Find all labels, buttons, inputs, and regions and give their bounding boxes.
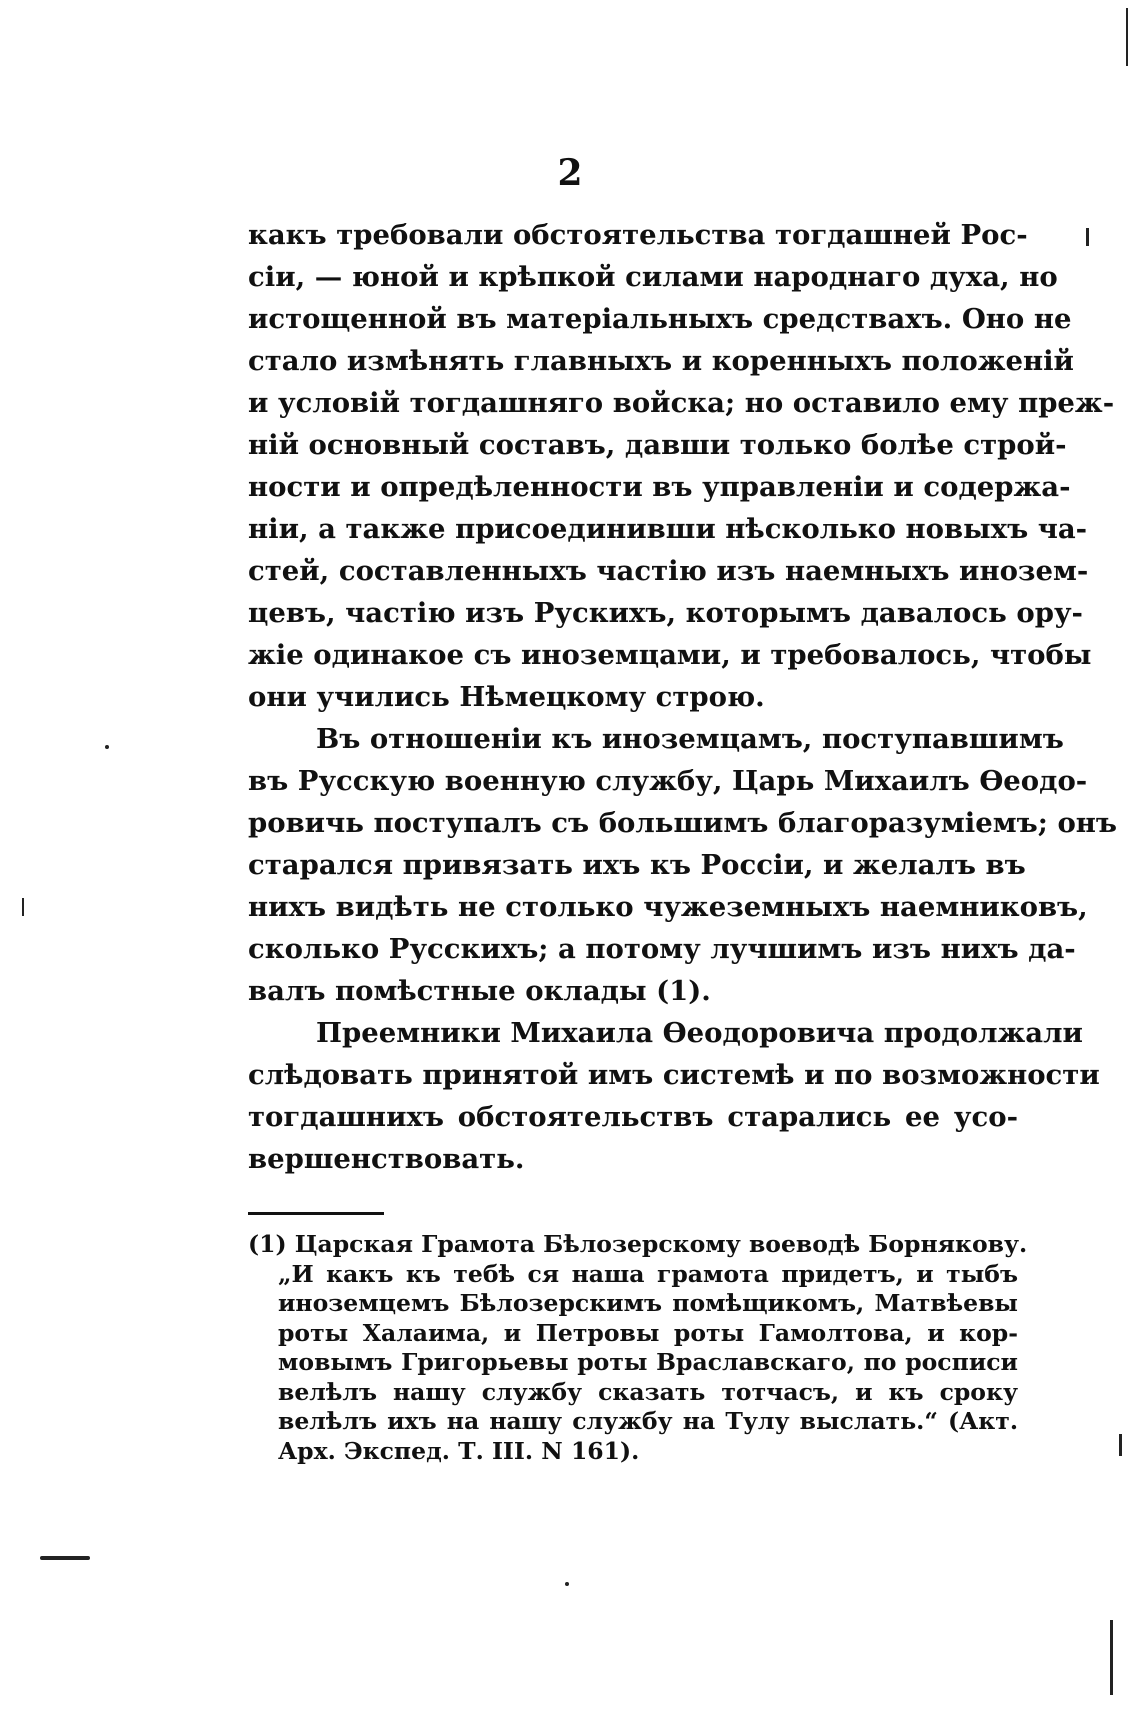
text-line: слѣдовать принятой имъ системѣ и по возможности (248, 1059, 1100, 1091)
footnote-line: иноземцемъ Бѣлозерскимъ помѣщикомъ, Матвѣевы (278, 1289, 1018, 1317)
text-line: ній основный составъ, давши только болѣе строй- (248, 429, 1067, 461)
text-line: ровичь поступалъ съ большимъ благоразуміемъ; онъ (248, 807, 1118, 839)
footnote-line: велѣлъ ихъ на нашу службу на Тулу выслать.“ (Акт. (278, 1407, 1018, 1435)
text-line: ности и опредѣленности въ управленіи и содержа- (248, 471, 1071, 503)
scan-mark (565, 1582, 569, 1586)
text-line: цевъ, частію изъ Рускихъ, которымъ давалось ору- (248, 597, 1083, 629)
text-line: и условій тогдашняго войска; но оставило ему преж- (248, 387, 1115, 419)
footnote-line: Арх. Экспед. Т. III. N 161). (278, 1436, 640, 1465)
scan-mark (1126, 8, 1128, 66)
scan-mark (1110, 1620, 1113, 1695)
text-line: старался привязать ихъ къ Россіи, и желалъ въ (248, 849, 1026, 881)
text-line: жіе одинакое съ иноземцами, и требовалось, чтобы (248, 639, 1092, 671)
scan-mark (22, 898, 24, 916)
text-line: ніи, а также присоединивши нѣсколько новыхъ ча- (248, 513, 1088, 545)
text-line: Въ отношеніи къ иноземцамъ, поступавшимъ (316, 723, 1064, 755)
text-line: валъ помѣстные оклады (1). (248, 975, 711, 1007)
scan-mark (1119, 1434, 1122, 1456)
text-line: какъ требовали обстоятельства тогдашней Рос- (248, 219, 1028, 251)
text-line: истощенной въ матеріальныхъ средствахъ. Оно не (248, 303, 1072, 335)
page-number: 2 (557, 152, 583, 194)
scan-mark (40, 1556, 90, 1560)
text-line: они учились Нѣмецкому строю. (248, 681, 765, 713)
scan-mark (105, 745, 109, 749)
text-line: въ Русскую военную службу, Царь Михаилъ Ѳеодо- (248, 765, 1088, 797)
footnote-line: (1) Царская Грамота Бѣлозерскому воеводѣ Борнякову. (248, 1230, 1028, 1258)
text-line: сіи, — юной и крѣпкой силами народнаго духа, но (248, 261, 1058, 293)
text-line: стало измѣнять главныхъ и коренныхъ положеній (248, 345, 1074, 377)
text-line: стей, составленныхъ частію изъ наемныхъ инозем- (248, 555, 1089, 587)
text-line: тогдашнихъ обстоятельствъ старались ее усо- (248, 1101, 1018, 1133)
footnote (248, 1230, 1028, 1466)
text-line: вершенствовать. (248, 1143, 525, 1175)
scan-mark (1086, 228, 1089, 246)
text-line: нихъ видѣть не столько чужеземныхъ наемниковъ, (248, 891, 1088, 923)
footnote-divider (248, 1212, 384, 1215)
text-line: сколько Русскихъ; а потому лучшимъ изъ нихъ да- (248, 933, 1076, 965)
text-line: Преемники Михаила Ѳеодоровича продолжали (316, 1017, 1083, 1049)
footnote-line: велѣлъ нашу службу сказать тотчасъ, и къ сроку (278, 1377, 1018, 1406)
footnote-line: „И какъ къ тебѣ ся наша грамота придетъ, и тыбъ (278, 1259, 1018, 1288)
footnote-line: мовымъ Григорьевы роты Враславскаго, по росписи (278, 1348, 1018, 1376)
main-text (248, 214, 1118, 1180)
footnote-line: роты Халаима, и Петровы роты Гамолтова, и кор- (278, 1318, 1018, 1347)
